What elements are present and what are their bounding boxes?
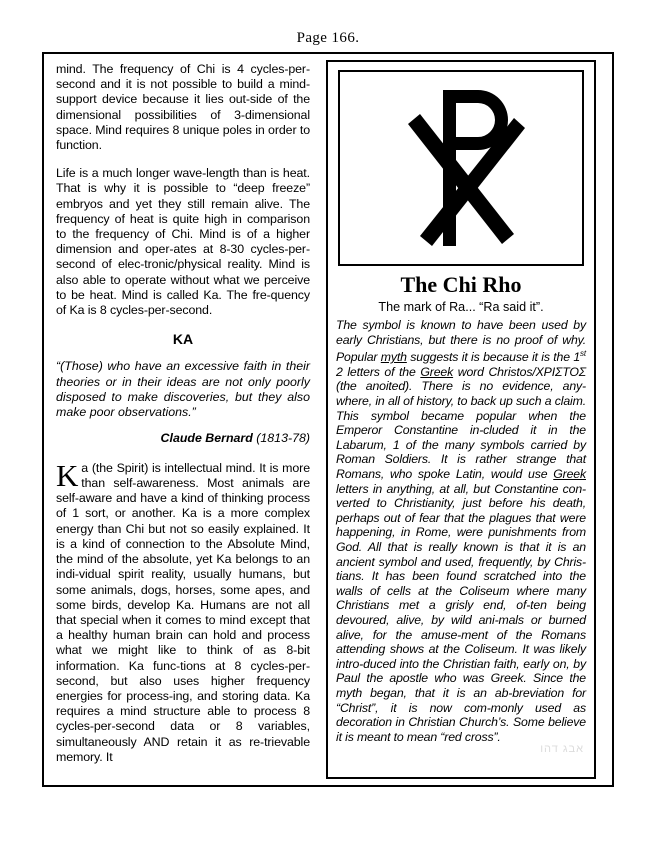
attribution-name: Claude Bernard — [160, 430, 253, 445]
sidebar-title: The Chi Rho — [400, 272, 522, 297]
faint-watermark-text: אבג דהו — [540, 743, 584, 755]
paragraph-ka-definition — [56, 457, 310, 765]
sidebar-subtitle: The mark of Ra... “Ra said it”. — [378, 300, 544, 314]
two-column-layout — [52, 60, 604, 779]
body-emphasis-myth: myth — [380, 350, 407, 365]
body-segment-4: word Christos/ΧΡΙΣΤΟΣ (the anoited). There is no evidence, any-where, in all of history, to back up such a claim. This symbol became popular when the Emperor Constantine in-cluded it in the Labarum, 1 of the many symbols carried by Roman Soldiers. It is rather strange that Romans, who spoke Latin, would use — [336, 364, 586, 482]
section-heading-ka: KA — [172, 331, 194, 348]
body-emphasis-greek-2: Greek — [553, 467, 586, 482]
paragraph-life-wavelength: Life is a much longer wave-length than is heat. That is why it is possible to “deep freeze” embryos and yet they still remain alive. The frequency of heat is quite high in comparison to the frequency of Chi. Mind is of a higher dimension and oper-ates at 8-30 cycles-per-second of elec-tronic/physical reality. Mind is also able to operate without what we perceive to be heat. Mind is called Ka. The fre-quency of Ka is 8 cycles-per-second. — [56, 166, 310, 318]
body-segment-5: letters in anything, at all, but Constantine con-verted to Christianity, just before his death, perhaps out of fear that the plagues that were happening, in Rome, were punishments from God. All that is really known is that it is an ancient symbol and used, frequently, by Chris-tians. It has been found scratched into the walls of cells at the Coliseum where many Christians met a grisly end, of-ten being devoured, alive, by wild ani-mals or burned alive, for the amuse-ment of the Romans attending shows at the Coliseum. It was likely intro-duced into the Christian faith, early on, by Paul the apostle who was Greek. Since the myth began, that it is an ab-breviation for “Christ”, it is now com-monly used as decoration in Christian Church’s. Some believe it is meant to mean “red cross”. — [336, 481, 586, 744]
sidebar-body-text — [336, 318, 586, 744]
left-text-column — [52, 60, 314, 779]
paragraph-mind-frequency: mind. The frequency of Chi is 4 cycles-per-second and it is not possible to build a mind-support device because it lies out-side of the dimensional possibilities of 3-dimensional space. Mind requires 8 unique poles in order to function. — [56, 62, 310, 153]
chi-rho-image-box — [338, 70, 584, 266]
body-segment-1: The symbol is known to have been used by early Christians, but there is no proof of why. Popular — [336, 318, 586, 365]
quote-attribution — [56, 431, 310, 445]
body-segment-3: 2 letters of the — [336, 364, 421, 379]
body-segment-2: suggests it is because it is the 1 — [406, 350, 581, 365]
attribution-dates: (1813-78) — [256, 430, 310, 445]
right-sidebar-column — [326, 60, 596, 779]
body-ordinal-suffix: st — [580, 349, 586, 359]
body-emphasis-greek-1: Greek — [420, 364, 454, 379]
paragraph-ka-body: a (the Spirit) is intellectual mind. It is more than self-awareness. Most animals are self-aware and have a kind of thinking process of 1 sort, or another. Ka is a more complex energy than Chi but not so easily explained. It is a kind of connection to the Absolute Mind, the mind of the absolute, yet Ka belongs to an indi-vidual spirit reality, usually humans, but some animals, dogs, horses, some apes, and some birds, develop Ka. Humans are not all that special when it comes to mind except that a healthy human brain can hold and process what we might like to think of as 8-bit information. Ka func-tions at 8 cycles-per-second, but also uses higher frequency energies for process-ing, and storing data. Ka requires a mind structure able to process 8 cycles-per-second data or 8 variables, simultaneously AND retain it as re-trievable memory. It — [56, 460, 310, 764]
drop-cap-letter: K — [56, 457, 79, 493]
page-number-header: Page 166. — [296, 30, 360, 46]
pull-quote: “(Those) who have an excessive faith in their theories or in their ideas are not only poorly disposed to make discoveries, but they also make poor observations.” — [56, 359, 310, 420]
chi-rho-icon — [386, 84, 536, 252]
